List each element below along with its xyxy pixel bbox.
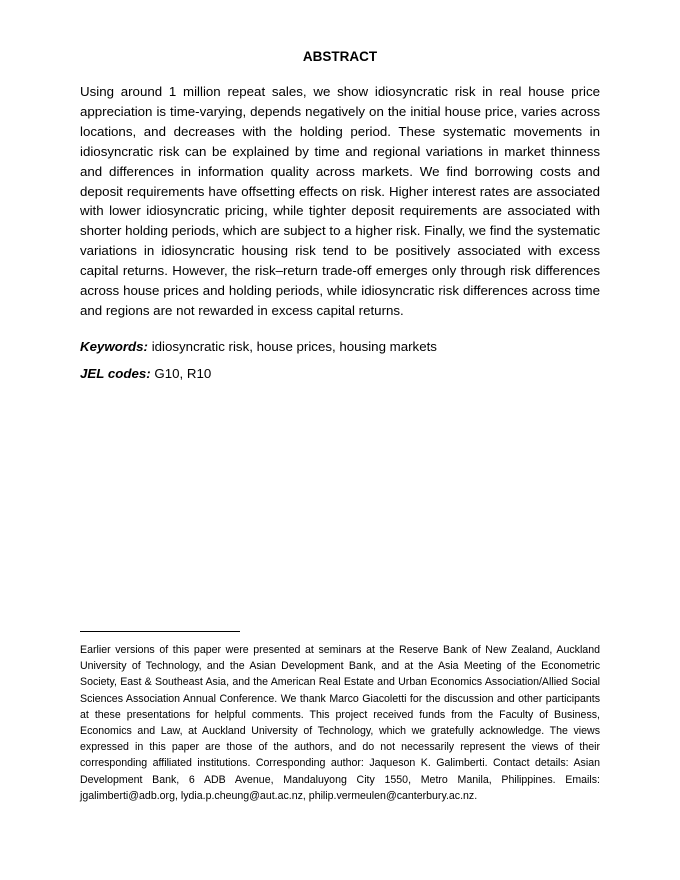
jel-codes-value: G10, R10 [154, 366, 212, 381]
jel-codes-line [80, 365, 600, 383]
abstract-body: Using around 1 million repeat sales, we show idiosyncratic risk in real house price appreciation is time-varying, depends negatively on the initial house price, varies across locations, and decreases with the holding period. These systematic movements in idiosyncratic risk can be explained by time and regional variations in market thinness and differences in information quality across markets. We find borrowing costs and deposit requirements have offsetting effects on risk. Higher interest rates are associated with lower idiosyncratic pricing, while tighter deposit requirements are associated with shorter holding periods, which are subject to a higher risk. Finally, we find the systematic variations in idiosyncratic housing risk tend to be positively associated with excess capital returns. However, the risk–return trade-off emerges only through risk differences across house prices and holding periods, while idiosyncratic risk differences across time and regions are not rewarded in excess capital returns. [80, 84, 600, 318]
keywords-line [80, 338, 600, 356]
footnote-text: Earlier versions of this paper were presented at seminars at the Reserve Bank of New Zealand, Auckland University of Technology, and the Asian Development Bank, and at the Asia Meeting of the Econometric Society, East & Southeast Asia, and the American Real Estate and Urban Economics Association/Allied Social Sciences Association Annual Conference. We thank Marco Giacoletti for the discussion and other participants at these presentations for helpful comments. This project received funds from the Faculty of Business, Economics and Law, at Auckland University of Technology, which we gratefully acknowledge. The views expressed in this paper are those of the authors, and do not necessarily represent the views of their corresponding affiliated institutions. Corresponding author: Jaqueson K. Galimberti. Contact details: Asian Development Bank, 6 ADB Avenue, Mandaluyong City 1550, Metro Manila, Philippines. Emails: jgalimberti@adb.org, lydia.p.cheung@aut.ac.nz, philip.vermeulen@canterbury.ac.nz. [80, 644, 600, 802]
keywords-label: Keywords: [80, 339, 148, 354]
jel-codes-label: JEL codes: [80, 366, 151, 381]
keywords-value: idiosyncratic risk, house prices, housing markets [151, 339, 437, 354]
abstract-heading: ABSTRACT [302, 49, 378, 64]
footnote-separator [80, 631, 240, 632]
